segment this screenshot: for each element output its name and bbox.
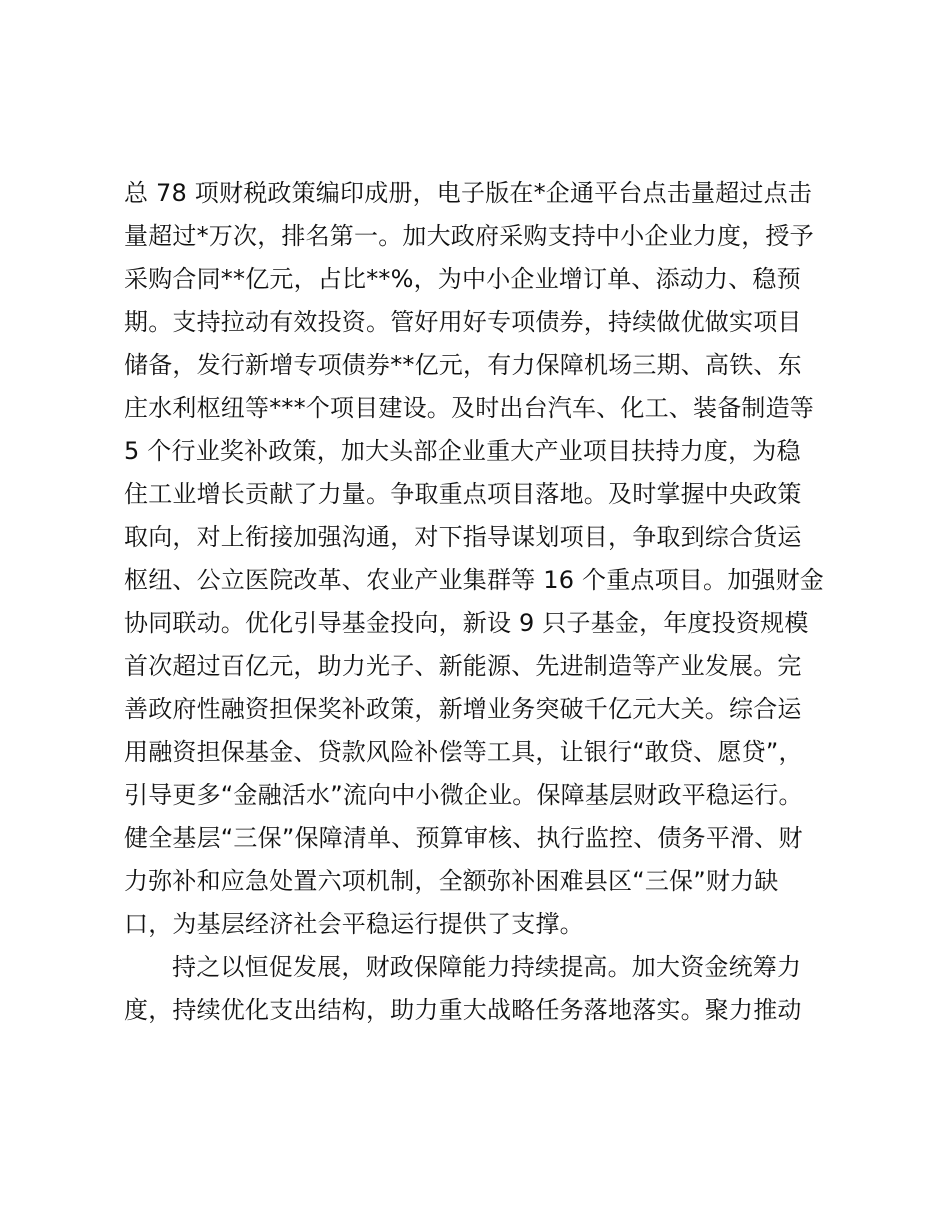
text-line: 用融资担保基金、贷款风险补偿等工具，让银行“敢贷、愿贷”， (124, 738, 803, 766)
text-line: 量超过*万次，排名第一。加大政府采购支持中小企业力度，授予 (124, 222, 814, 250)
text-line: 期。支持拉动有效投资。管好用好专项债券，持续做优做实项目 (124, 308, 802, 336)
text-line: 取向，对上衔接加强沟通，对下指导谋划项目，争取到综合货运 (124, 523, 802, 551)
text-line: 协同联动。优化引导基金投向，新设 9 只子基金，年度投资规模 (124, 609, 809, 637)
text-line: 健全基层“三保”保障清单、预算审核、执行监控、债务平滑、财 (124, 824, 803, 852)
text-line: 善政府性融资担保奖补政策，新增业务突破千亿元大关。综合运 (124, 695, 802, 723)
text-line: 采购合同**亿元，占比**%，为中小企业增订单、添动力、稳预 (124, 265, 801, 293)
text-line: 5 个行业奖补政策，加大头部企业重大产业项目扶持力度，为稳 (124, 437, 801, 465)
text-line: 引导更多“金融活水”流向中小微企业。保障基层财政平稳运行。 (124, 781, 803, 809)
text-line: 储备，发行新增专项债券**亿元，有力保障机场三期、高铁、东 (124, 351, 802, 379)
text-line: 力弥补和应急处置六项机制，全额弥补困难县区“三保”财力缺 (124, 867, 779, 895)
text-line: 住工业增长贡献了力量。争取重点项目落地。及时掌握中央政策 (124, 480, 802, 508)
text-line: 口，为基层经济社会平稳运行提供了支撑。 (124, 910, 584, 938)
text-line: 庄水利枢纽等***个项目建设。及时出台汽车、化工、装备制造等 (124, 394, 814, 422)
document-body (124, 172, 844, 1032)
text-line: 枢纽、公立医院改革、农业产业集群等 16 个重点项目。加强财金 (124, 566, 824, 594)
text-line: 总 78 项财税政策编印成册，电子版在*企通平台点击量超过点击 (124, 179, 812, 207)
text-line: 首次超过百亿元，助力光子、新能源、先进制造等产业发展。完 (124, 652, 802, 680)
text-line: 度，持续优化支出结构，助力重大战略任务落地落实。聚力推动 (124, 996, 802, 1024)
paragraph-first-line: 持之以恒促发展，财政保障能力持续提高。加大资金统筹力 (172, 953, 802, 981)
